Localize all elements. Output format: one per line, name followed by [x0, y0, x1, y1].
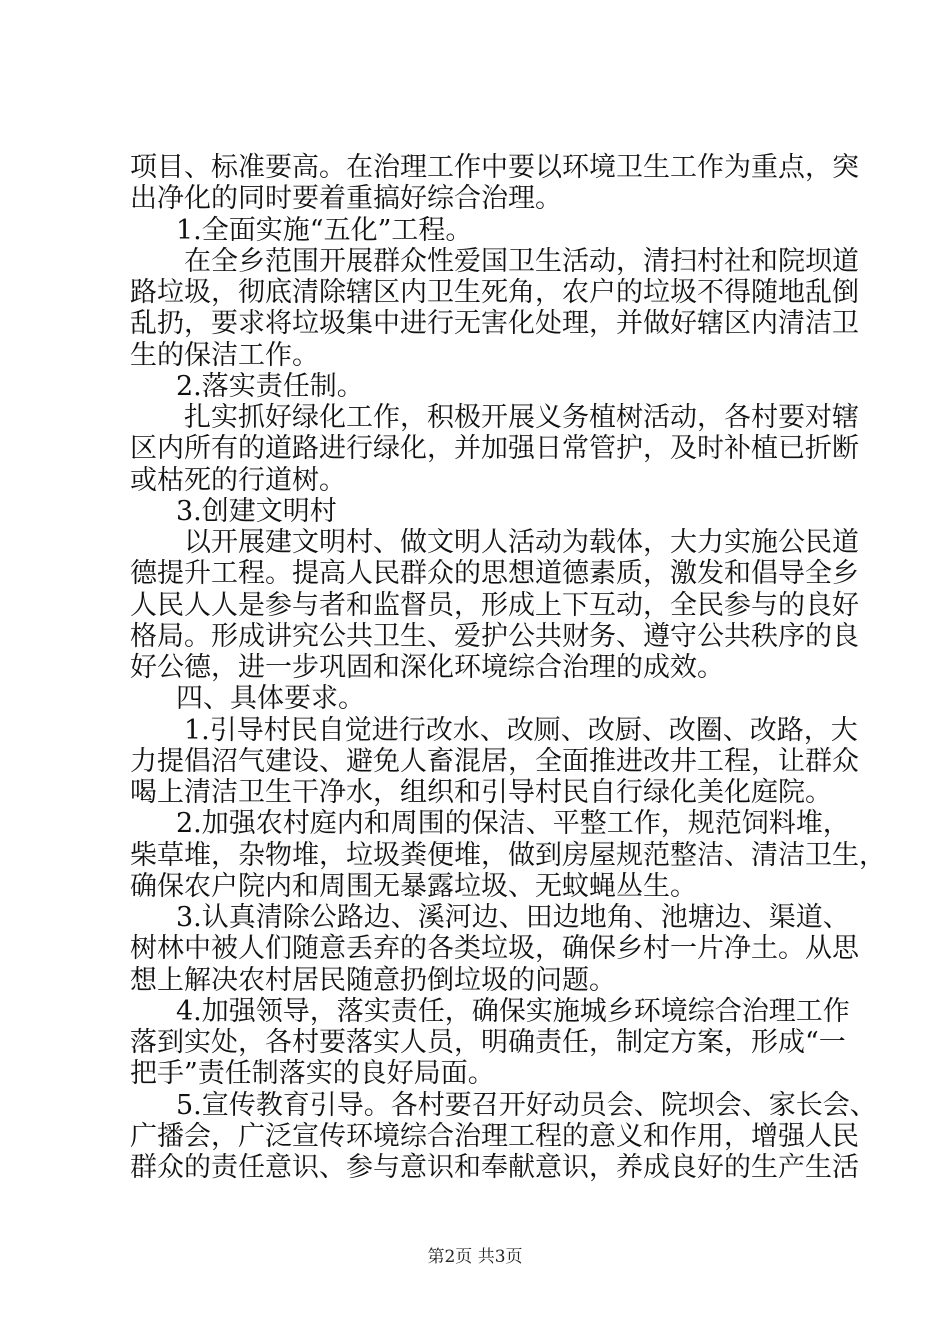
text-line: 树林中被人们随意丢弃的各类垃圾，确保乡村一片净土。从思: [130, 933, 859, 965]
text-line: 2.加强农村庭内和周围的保洁、平整工作，规范饲料堆，: [176, 808, 850, 840]
text-line: 喝上清洁卫生干净水，组织和引导村民自行绿化美化庭院。: [130, 777, 832, 808]
text-line: 5.宣传教育引导。各村要召开好动员会、院坝会、家长会、: [176, 1089, 877, 1121]
text-line: 生的保洁工作。: [130, 339, 319, 371]
text-line: 广播会，广泛宣传环境综合治理工程的意义和作用，增强人民: [130, 1120, 859, 1152]
text-line: 四、具体要求。: [176, 683, 365, 715]
text-line: 4.加强领导，落实责任，确保实施城乡环境综合治理工作: [176, 995, 850, 1027]
text-line: 群众的责任意识、参与意识和奉献意识，养成良好的生产生活: [130, 1152, 859, 1183]
text-line: 扎实抓好绿化工作，积极开展义务植树活动，各村要对辖: [184, 402, 859, 433]
page-footer: 第2页 共3页: [427, 1247, 523, 1267]
text-line: 1.全面实施“五化”工程。: [176, 214, 473, 246]
text-line: 出净化的同时要着重搞好综合治理。: [130, 183, 562, 215]
text-line: 德提升工程。提高人民群众的思想道德素质，激发和倡导全乡: [130, 558, 859, 590]
text-line: 区内所有的道路进行绿化，并加强日常管护，及时补植已折断: [130, 433, 859, 465]
text-line: 乱扔，要求将垃圾集中进行无害化处理，并做好辖区内清洁卫: [130, 308, 859, 340]
text-line: 2.落实责任制。: [176, 370, 364, 402]
text-line: 1.引导村民自觉进行改水、改厕、改厨、改圈、改路，大: [184, 714, 858, 746]
text-line: 力提倡沼气建设、避免人畜混居，全面推进改井工程，让群众: [130, 745, 859, 777]
text-line: 3.认真清除公路边、溪河边、田边地角、池塘边、渠道、: [176, 902, 850, 933]
text-line: 落到实处，各村要落实人员，明确责任，制定方案，形成“一: [130, 1027, 846, 1058]
text-line: 或枯死的行道树。: [130, 464, 346, 496]
text-line: 路垃圾，彻底清除辖区内卫生死角，农户的垃圾不得随地乱倒: [130, 277, 859, 308]
text-line: 把手”责任制落实的良好局面。: [130, 1058, 495, 1090]
text-line: 在全乡范围开展群众性爱国卫生活动，清扫村社和院坝道: [184, 245, 859, 277]
text-line: 想上解决农村居民随意扔倒垃圾的问题。: [130, 964, 616, 996]
text-line: 格局。形成讲究公共卫生、爱护公共财务、遵守公共秩序的良: [130, 620, 859, 652]
text-line: 柴草堆，杂物堆，垃圾粪便堆，做到房屋规范整洁、清洁卫生，: [130, 839, 886, 871]
text-line: 好公德，进一步巩固和深化环境综合治理的成效。: [130, 652, 724, 683]
text-line: 人民人人是参与者和监督员，形成上下互动，全民参与的良好: [130, 589, 859, 621]
text-line: 3.创建文明村: [176, 495, 337, 527]
text-line: 项目、标准要高。在治理工作中要以环境卫生工作为重点，突: [130, 152, 859, 183]
text-line: 确保农户院内和周围无暴露垃圾、无蚊蝇丛生。: [130, 870, 697, 902]
text-line: 以开展建文明村、做文明人活动为载体，大力实施公民道: [184, 527, 859, 558]
